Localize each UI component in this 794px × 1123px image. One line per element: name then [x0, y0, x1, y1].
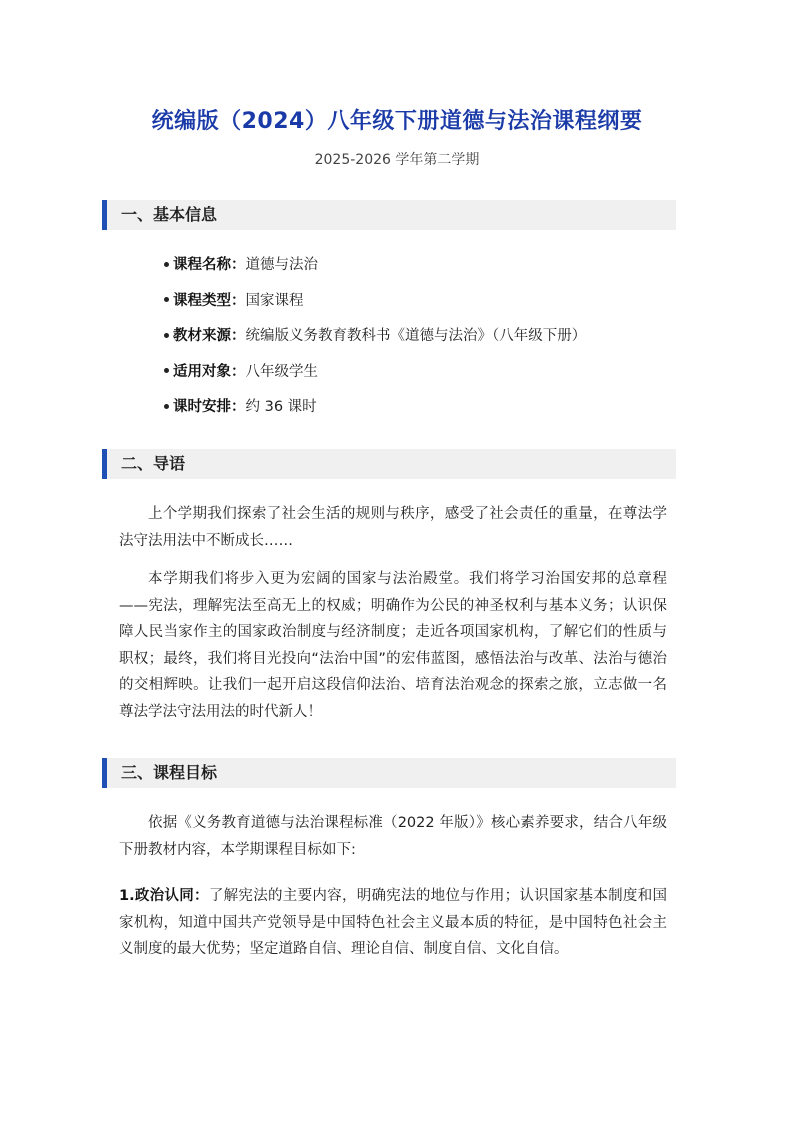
info-label: 课时安排： [173, 399, 246, 415]
intro-paragraph-1: 上个学期我们探索了社会生活的规则与秩序，感受了社会责任的重量，在尊法学法守法用法中不断成长…… [119, 506, 667, 549]
bullet-icon [164, 368, 169, 373]
goal-1-paragraph [119, 883, 667, 963]
info-value: 道德与法治 [245, 257, 318, 273]
info-label: 教材来源： [173, 328, 246, 344]
goal-1-label: 1.政治认同： [119, 888, 209, 904]
info-value: 约 36 课时 [245, 399, 317, 415]
bullet-icon [164, 262, 169, 267]
goal-1-text: 了解宪法的主要内容，明确宪法的地位与作用；认识国家基本制度和国家机构，知道中国共产党领导是中国特色社会主义最本质的特征，是中国特色社会主义制度的最大优势；坚定道路自信、理论自信、制度自信、文化自信。 [119, 888, 667, 957]
section-heading-intro: 二、导语 [102, 449, 676, 479]
bullet-icon [164, 333, 169, 338]
info-label: 课程类型： [173, 292, 246, 309]
document-title: 统编版（2024）八年级下册道德与法治课程纲要 [151, 109, 643, 134]
list-item [164, 290, 586, 326]
list-item [164, 254, 586, 290]
list-item [164, 325, 586, 361]
list-item [164, 396, 586, 432]
info-label: 课程名称： [173, 257, 246, 273]
basic-info-list [164, 254, 586, 432]
goals-intro-paragraph: 依据《义务教育道德与法治课程标准（2022 年版）》核心素养要求，结合八年级下册教材内容，本学期课程目标如下: [119, 815, 667, 858]
section-heading-goals: 三、课程目标 [102, 758, 676, 788]
list-item [164, 361, 586, 397]
info-value: 统编版义务教育教科书《道德与法治》（八年级下册） [245, 328, 587, 344]
bullet-icon [164, 297, 169, 302]
document-subtitle: 2025-2026 学年第二学期 [314, 152, 480, 168]
info-label: 适用对象： [173, 363, 246, 380]
intro-paragraph-2: 本学期我们将步入更为宏阔的国家与法治殿堂。我们将学习治国安邦的总章程——宪法，理解宪法至高无上的权威；明确作为公民的神圣权利与基本义务；认识保障人民当家作主的国家政治制度与经济制度；走近各项国家机构，了解它们的性质与职权；最终，我们将目光投向“法治中国”的宏伟蓝图，感悟法治与改革、法治与德治的交相辉映。让我们一起开启这段信仰法治、培育法治观念的探索之旅，立志做一名尊法学法守法用法的时代新人！ [119, 571, 667, 720]
bullet-icon [164, 404, 169, 409]
info-value: 国家课程 [245, 292, 304, 309]
info-value: 八年级学生 [245, 363, 318, 380]
section-heading-basic-info: 一、基本信息 [102, 200, 676, 230]
